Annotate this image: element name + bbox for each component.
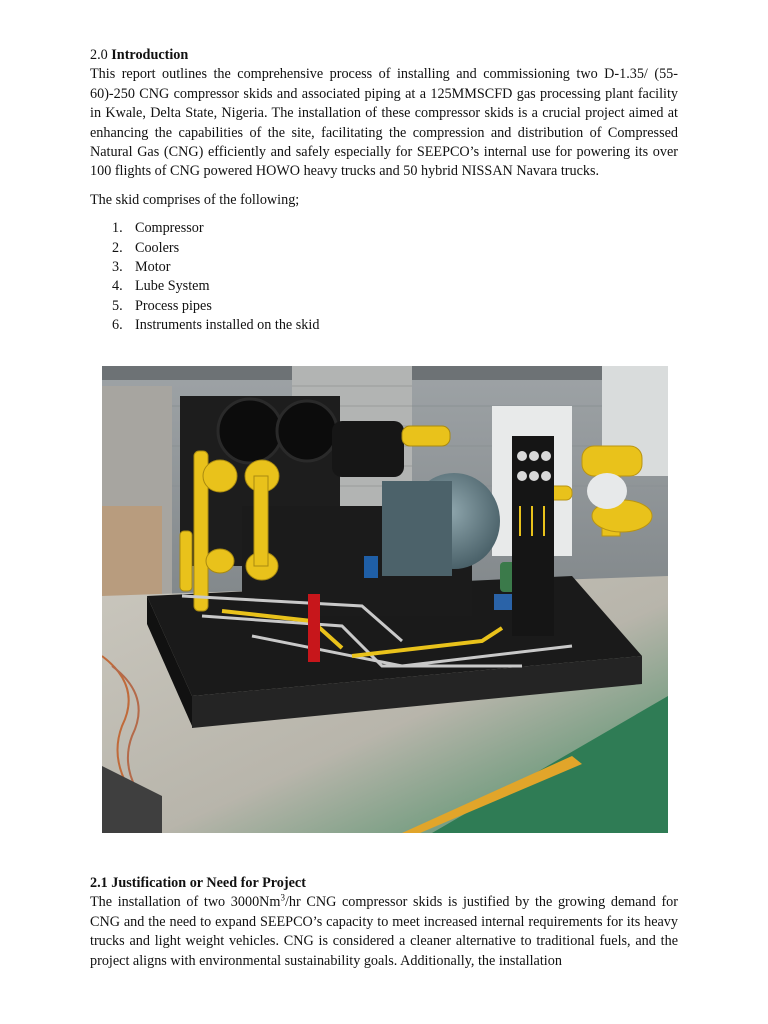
list-number: 3. — [112, 259, 123, 276]
intro-number: 2.0 — [90, 47, 108, 63]
intro-section — [90, 46, 678, 336]
list-item — [90, 297, 678, 316]
justification-title: 2.1 Justification or Need for Project — [90, 875, 306, 891]
justification-text-end: /hr CNG compressor skids is justified by the growing demand for CNG and the need to expand SEEPCO’s capacity to meet increased internal requirements for its heavy trucks and light weight vehicles. CNG is considered a cleaner alternative to traditional fuels, and the project aligns with environmental sustainability goals. Additionally, the installation — [90, 894, 678, 969]
list-item — [90, 316, 678, 335]
list-item — [90, 277, 678, 296]
list-number: 2. — [112, 239, 123, 256]
list-label: Compressor — [135, 220, 204, 237]
compressor-skid-photo — [102, 366, 668, 833]
list-number: 6. — [112, 317, 123, 334]
justification-section — [90, 874, 678, 971]
list-label: Motor — [135, 259, 171, 276]
superscript-3: 3 — [280, 892, 285, 903]
list-item — [90, 219, 678, 238]
list-lead: The skid comprises of the following; — [90, 191, 300, 208]
list-number: 1. — [112, 220, 123, 237]
intro-paragraph: This report outlines the comprehensive process of installing and commissioning two D-1.35/ (55-60)-250 CNG compressor skids and associated piping at a 125MMSCFD gas processing plant facility in Kwale, Delta State, Nigeria. The installation of these compressor skids is a crucial project aimed at enhancing the capabilities of the site, facilitating the compression and distribution of Compressed Natural Gas (CNG) efficiently and safely especially for SEEPCO’s internal use for powering its over 100 flights of CNG powered HOWO heavy trucks and 50 hybrid NISSAN Navara trucks. — [90, 66, 678, 180]
list-label: Coolers — [135, 239, 180, 256]
list-label: Process pipes — [135, 297, 212, 314]
justification-paragraph — [90, 893, 678, 971]
intro-title: Introduction — [111, 47, 189, 63]
list-number: 5. — [112, 297, 123, 314]
skid-components-list — [90, 219, 678, 335]
list-label: Lube System — [135, 278, 210, 295]
justification-heading — [90, 874, 678, 893]
compressor-skid-illustration — [102, 366, 668, 833]
list-label: Instruments installed on the skid — [135, 317, 320, 334]
intro-heading — [90, 46, 678, 65]
list-item — [90, 239, 678, 258]
list-number: 4. — [112, 278, 123, 295]
list-item — [90, 258, 678, 277]
justification-text-start: The installation of two 3000Nm — [90, 894, 281, 911]
